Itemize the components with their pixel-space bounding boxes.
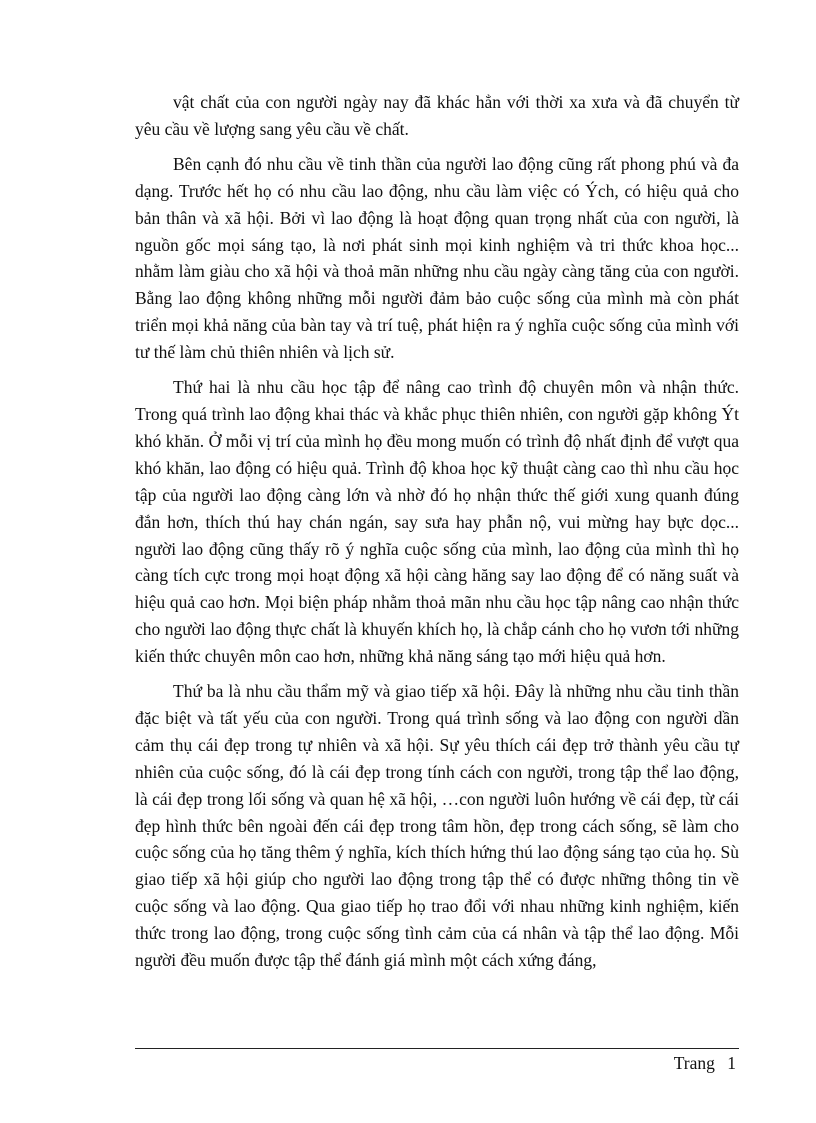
body-text [135,89,739,982]
paragraph-continuation: vật chất của con người ngày nay đã khác hẳn với thời xa xưa và đã chuyển từ yêu cầu về lượng sang yêu cầu về chất. [135,92,739,139]
page-number: Trang 1 [673,1053,736,1073]
paragraph-learning-needs: Thứ hai là nhu cầu học tập để nâng cao trình độ chuyên môn và nhận thức. Trong quá trình lao động khai thác và khắc phục thiên nhiên, con người gặp không Ýt khó khăn. Ở mỗi vị trí của mình họ đều mong muốn có trình độ nhất định để vượt qua khó khăn, lao động có hiệu quả. Trình độ khoa học kỹ thuật càng cao thì nhu cầu học tập của người lao động càng lớn và nhờ đó họ nhận thức thế giới xung quanh đúng đắn hơn, thích thú hay chán ngán, say sưa hay phẫn nộ, vui mừng hay bực dọc... người lao động cũng thấy rõ ý nghĩa cuộc sống của mình, lao động của mình thì họ càng tích cực trong mọi hoạt động xã hội càng hăng say lao động để có năng suất và hiệu quả cao hơn. Mọi biện pháp nhằm thoả mãn nhu cầu học tập nâng cao nhận thức cho người lao động thực chất là khuyến khích họ, là chắp cánh cho họ vươn tới những kiến thức chuyên môn cao hơn, những khả năng sáng tạo mới hiệu quả hơn. [135,377,739,667]
paragraph-spiritual-needs: Bên cạnh đó nhu cầu về tinh thần của người lao động cũng rất phong phú và đa dạng. Trước hết họ có nhu cầu lao động, nhu cầu làm việc có Ých, có hiệu quả cho bản thân và xã hội. Bởi vì lao động là hoạt động quan trọng nhất của con người, là nguồn gốc mọi sáng tạo, là nơi phát sinh mọi kinh nghiệm và tri thức khoa học... nhằm làm giàu cho xã hội và thoả mãn những nhu cầu ngày càng tăng của con người. Bằng lao động không những mỗi người đảm bảo cuộc sống của mình mà còn phát triển mọi khả năng của bàn tay và trí tuệ, phát hiện ra ý nghĩa cuộc sống của mình với tư thế làm chủ thiên nhiên và lịch sử. [135,153,739,363]
footer-divider [135,1048,739,1049]
paragraph-aesthetic-needs: Thứ ba là nhu cầu thẩm mỹ và giao tiếp xã hội. Đây là những nhu cầu tinh thần đặc biệt và tất yếu của con người. Trong quá trình sống và lao động con người dần cảm thụ cái đẹp trong tự nhiên và xã hội. Sự yêu thích cái đẹp trở thành yêu cầu tự nhiên của cuộc sống, đó là cái đẹp trong tính cách con người, trong tập thể lao động, là cái đẹp trong lối sống và quan hệ xã hội, …con người luôn hướng về cái đẹp, từ cái đẹp hình thức bên ngoài đến cái đẹp trong tâm hồn, đẹp trong cách sống, sẽ làm cho cuộc sống của họ tăng thêm ý nghĩa, kích thích hứng thú lao động sáng tạo của họ. Sù giao tiếp xã hội giúp cho người lao động trong tập thể có được những thông tin về cuộc sống và lao động. Qua giao tiếp họ trao đổi với nhau những kinh nghiệm, kiến thức trong lao động, trong cuộc sống tình cảm của cá nhân và tập thể lao động. Mỗi người đều muốn được tập thể đánh giá mình một cách xứng đáng, [135,681,739,971]
